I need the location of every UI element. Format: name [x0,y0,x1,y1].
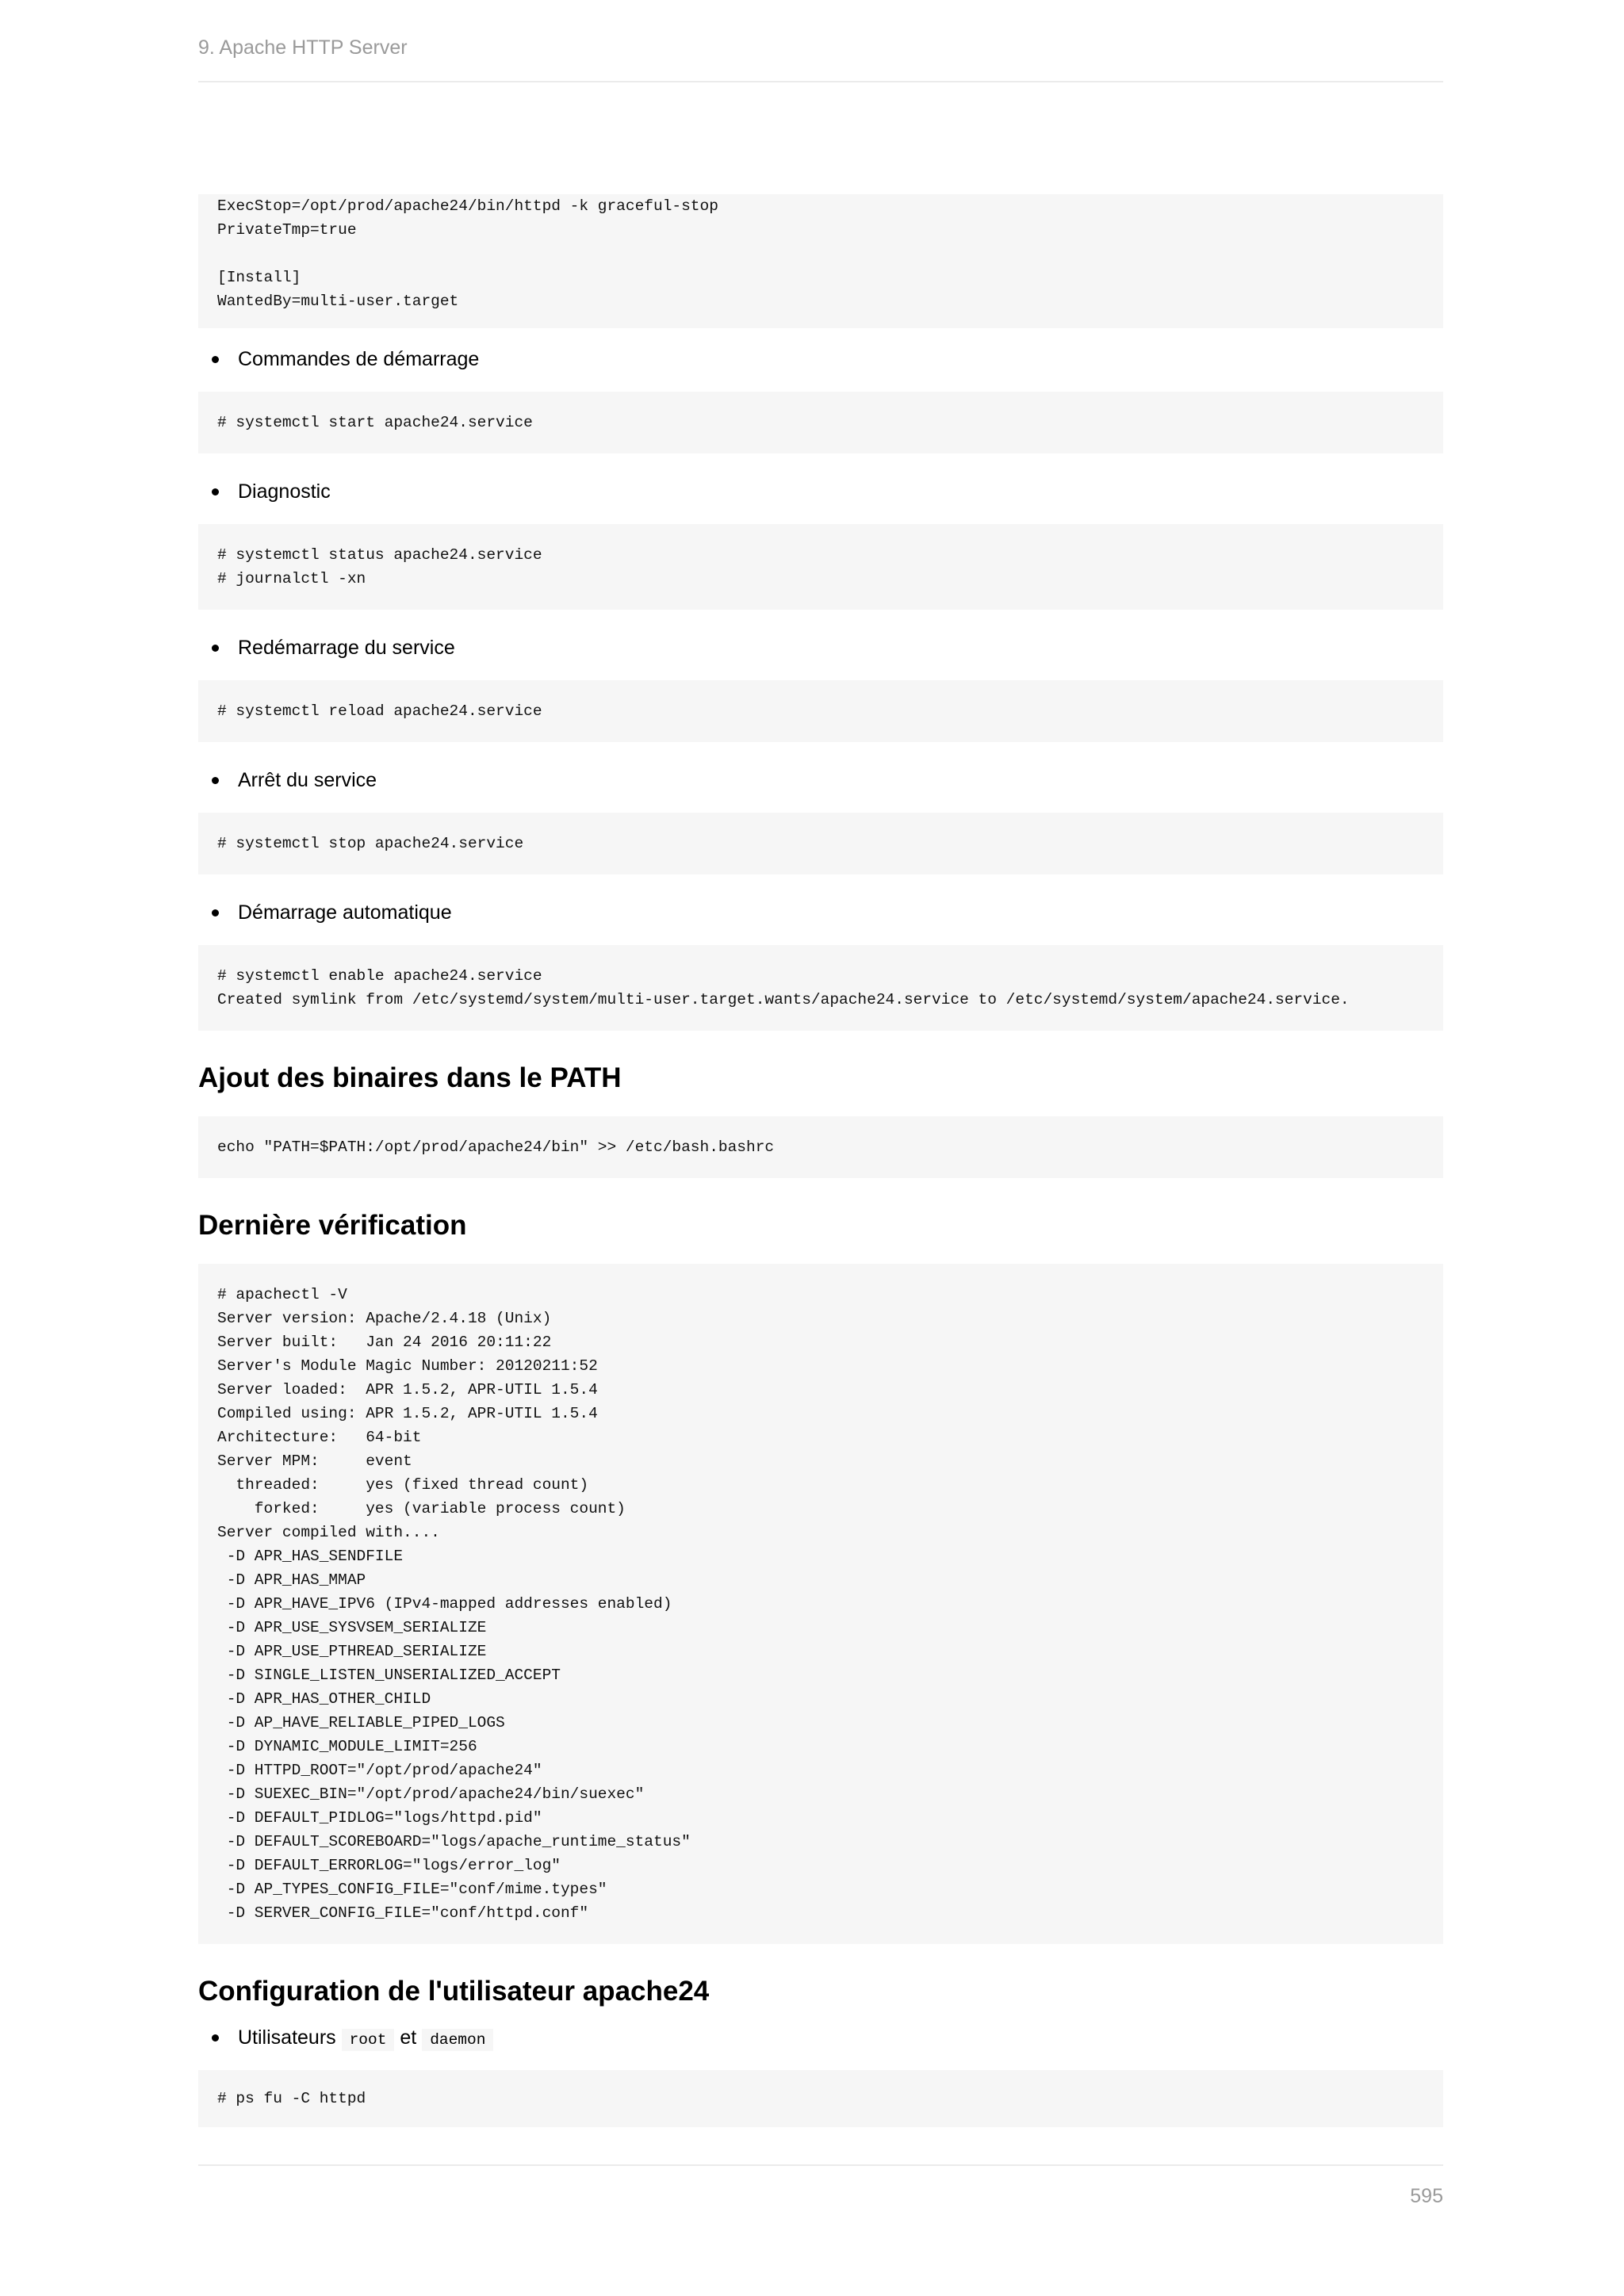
bullet-dot-icon [212,2034,219,2042]
footer-divider [198,2164,1443,2166]
bullet-conjunction: et [400,2026,417,2049]
inline-code-root: root [342,2029,395,2051]
bullet-dot-icon [212,356,219,363]
page-content [198,194,1443,2127]
header-divider [198,81,1443,82]
running-header: 9. Apache HTTP Server [198,36,408,59]
code-block-ps: # ps fu -C httpd [198,2070,1443,2127]
heading-user-config: Configuration de l'utilisateur apache24 [198,1976,710,2007]
bullet-label: Démarrage automatique [238,901,452,924]
page-number: 595 [1410,2185,1443,2207]
bullet-diagnostic [198,477,1443,506]
bullet-stop [198,766,1443,794]
bullet-start-commands [198,345,1443,373]
inline-code-daemon: daemon [422,2029,493,2051]
code-block-unit-file: ExecStop=/opt/prod/apache24/bin/httpd -k graceful-stop PrivateTmp=true [Install] WantedBy=multi-user.target [198,194,1443,328]
bullet-label: Commandes de démarrage [238,348,480,370]
bullet-dot-icon [212,777,219,784]
code-block-verification: # apachectl -V Server version: Apache/2.4.18 (Unix) Server built: Jan 24 2016 20:11:22 Server's Module Magic Number: 20120211:52 Server loaded: APR 1.5.2, APR-UTIL 1.5.4 Compiled using: APR 1.5.2, APR-UTIL 1.5.4 Architecture: 64-bit Server MPM: event threaded: yes (fixed thread count) forked: yes (variable process count) Server compiled with.... -D APR_HAS_SENDFILE -D APR_HAS_MMAP -D APR_HAVE_IPV6 (IPv4-mapped addresses enabled) -D APR_USE_SYSVSEM_SERIALIZE -D APR_USE_PTHREAD_SERIALIZE -D SINGLE_LISTEN_UNSERIALIZED_ACCEPT -D APR_HAS_OTHER_CHILD -D AP_HAVE_RELIABLE_PIPED_LOGS -D DYNAMIC_MODULE_LIMIT=256 -D HTTPD_ROOT="/opt/prod/apache24" -D SUEXEC_BIN="/opt/prod/apache24/bin/suexec" -D DEFAULT_PIDLOG="logs/httpd.pid" -D DEFAULT_SCOREBOARD="logs/apache_runtime_status" -D DEFAULT_ERRORLOG="logs/error_log" -D AP_TYPES_CONFIG_FILE="conf/mime.types" -D SERVER_CONFIG_FILE="conf/httpd.conf" [198,1264,1443,1944]
heading-verification: Dernière vérification [198,1210,467,1241]
bullet-users [198,2023,1443,2052]
bullet-dot-icon [212,488,219,496]
bullet-reload [198,633,1443,662]
bullet-dot-icon [212,909,219,916]
code-block-path: echo "PATH=$PATH:/opt/prod/apache24/bin" >> /etc/bash.bashrc [198,1116,1443,1178]
bullet-dot-icon [212,645,219,652]
code-block-enable: # systemctl enable apache24.service Created symlink from /etc/systemd/system/multi-user.target.wants/apache24.service to /etc/systemd/system/apache24.service. [198,945,1443,1031]
bullet-label: Utilisateurs [238,2026,336,2049]
document-page [198,0,1443,2296]
bullet-label: Arrêt du service [238,769,377,791]
bullet-label: Diagnostic [238,480,331,503]
code-block-stop: # systemctl stop apache24.service [198,813,1443,874]
bullet-autostart [198,898,1443,927]
code-block-reload: # systemctl reload apache24.service [198,680,1443,742]
code-block-diagnostic: # systemctl status apache24.service # journalctl -xn [198,524,1443,610]
heading-path: Ajout des binaires dans le PATH [198,1062,622,1093]
bullet-label: Redémarrage du service [238,637,455,659]
code-block-start: # systemctl start apache24.service [198,392,1443,453]
